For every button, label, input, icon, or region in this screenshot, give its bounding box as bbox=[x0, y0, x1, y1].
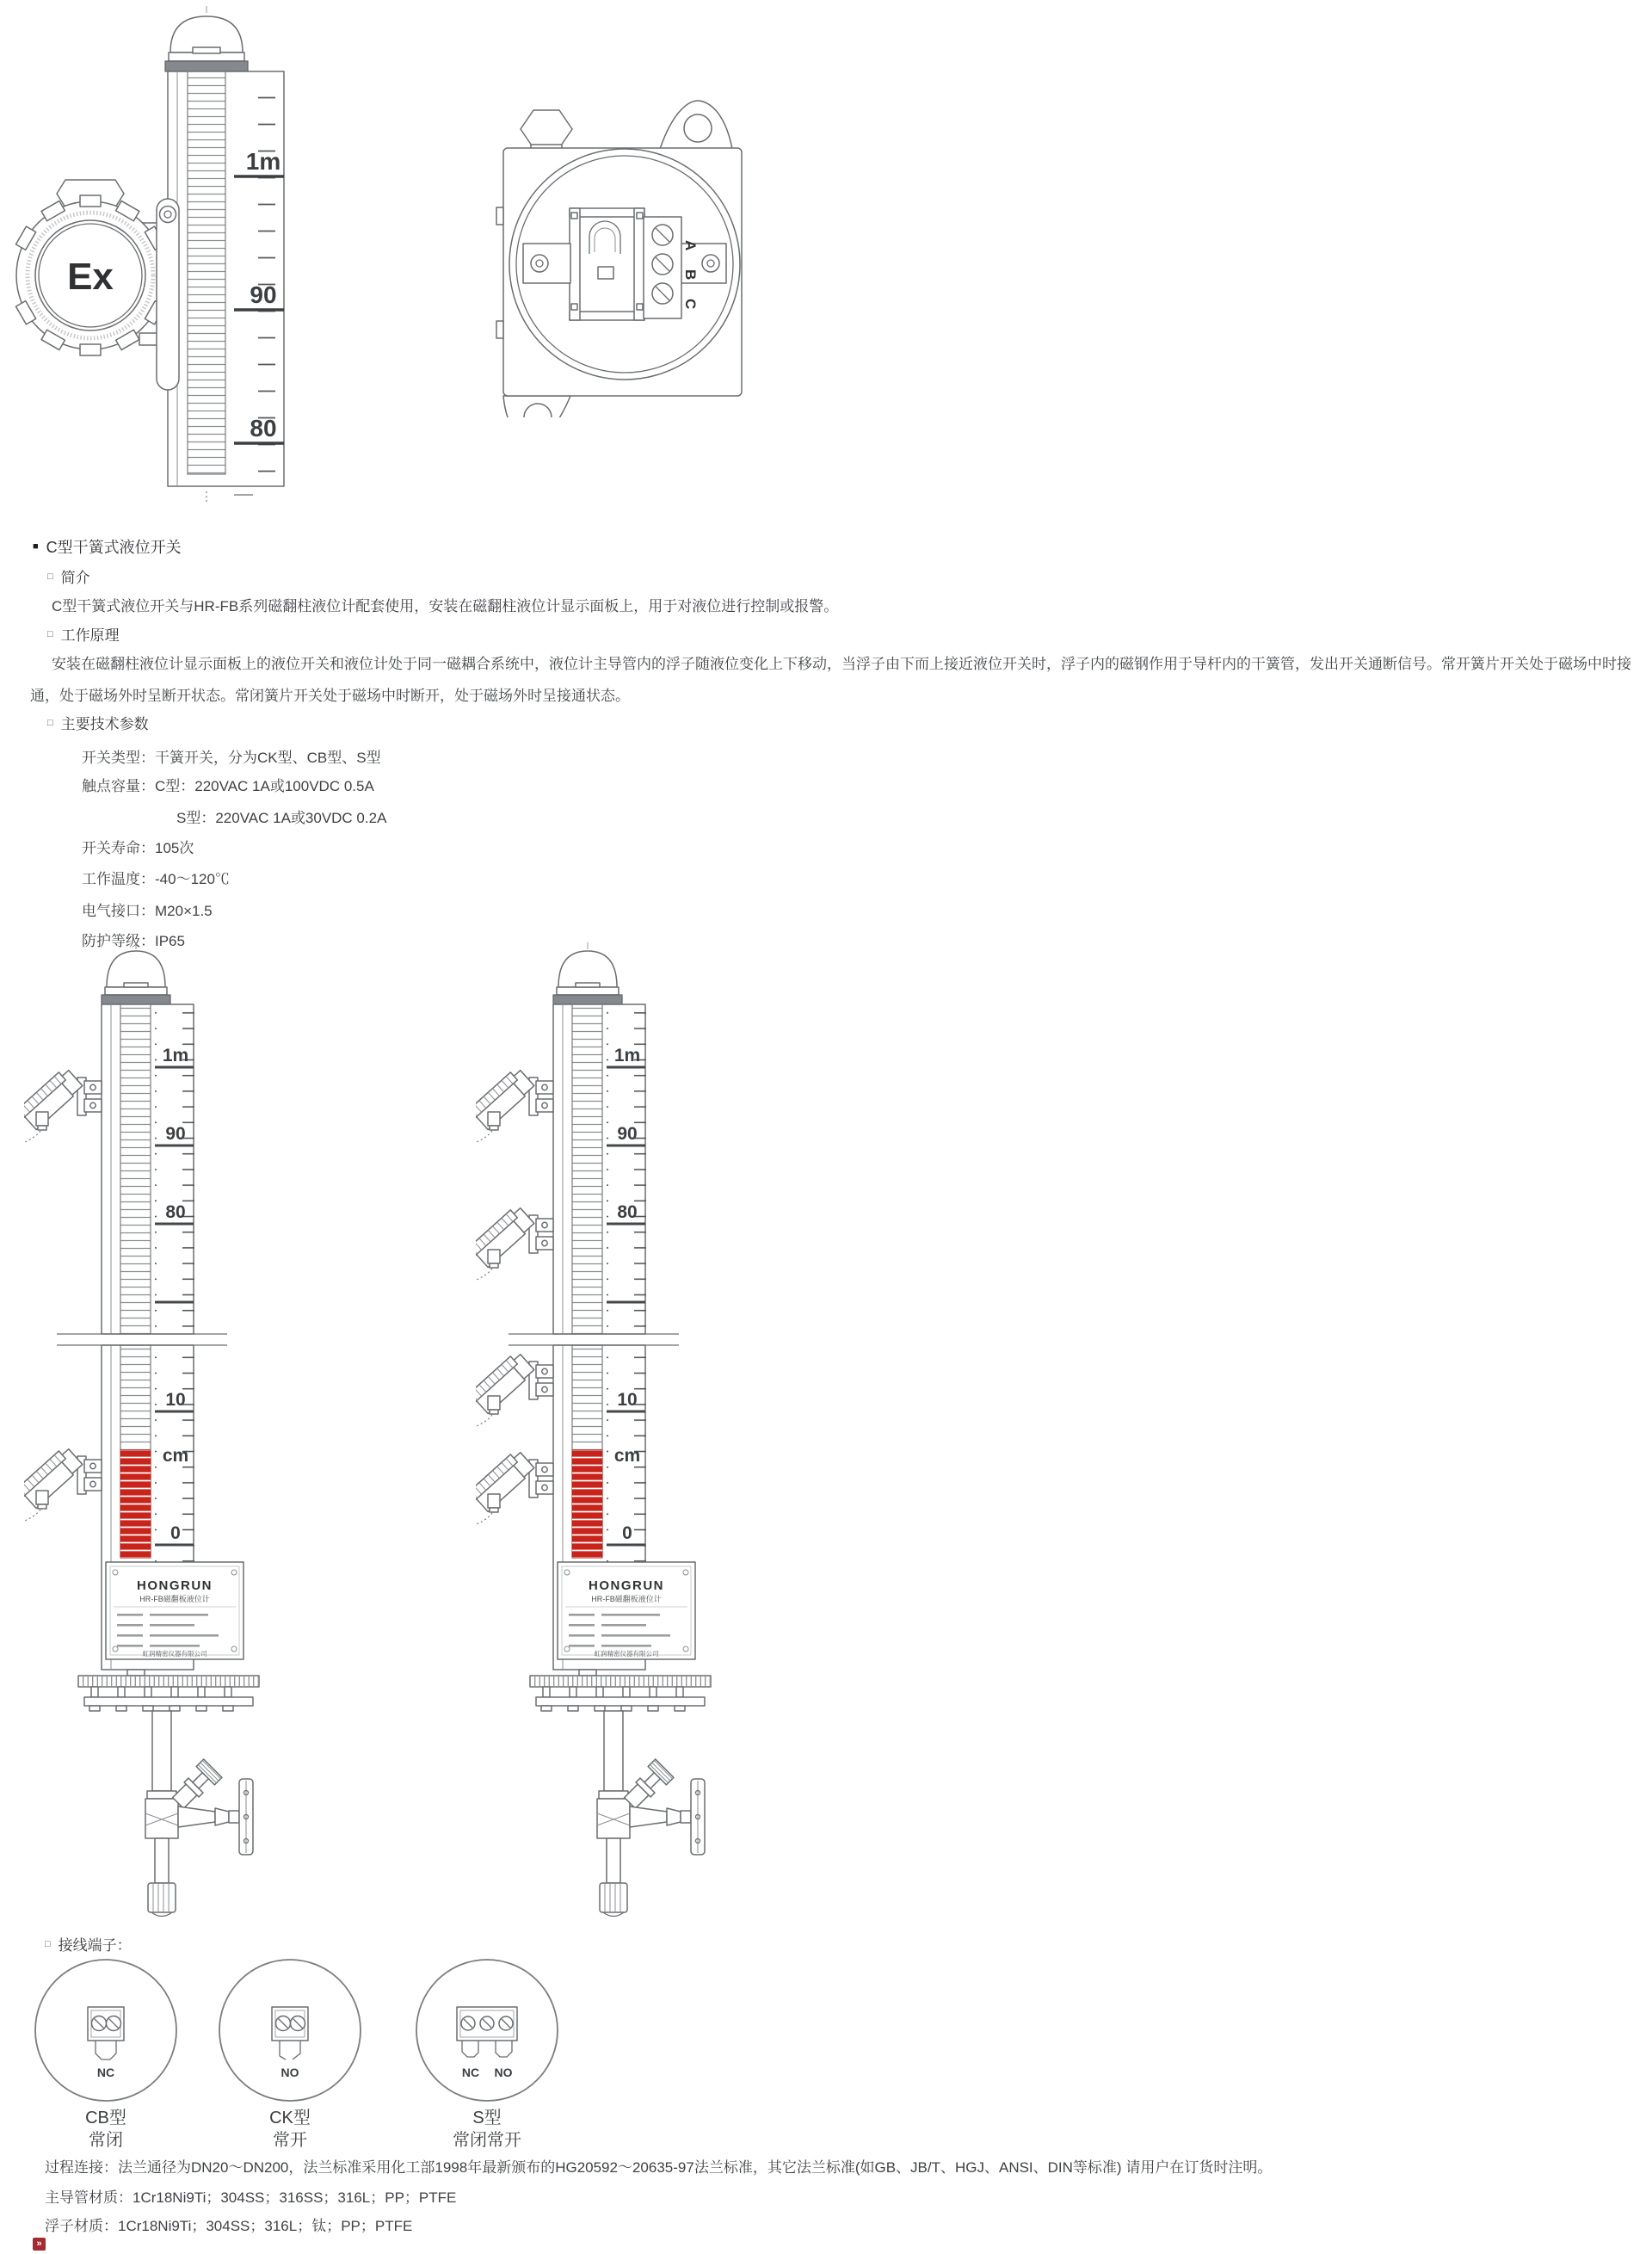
scale-label: 80 bbox=[250, 415, 277, 442]
drawing-gauge-four-switches bbox=[476, 942, 734, 1924]
section-heading-terminals: □ 接线端子： bbox=[45, 1937, 132, 1954]
param-switch-type: 开关类型：干簧开关，分为CK型、CB型、S型 bbox=[82, 750, 381, 766]
page-title: ■ C型干簧式液位开关 bbox=[33, 539, 182, 556]
terminal-diagram-s bbox=[414, 1957, 560, 2103]
terminal-label-c: C bbox=[682, 299, 699, 310]
hollow-square-bullet: □ bbox=[45, 1938, 51, 1949]
section-heading-principle: □ 工作原理 bbox=[47, 627, 120, 644]
tube-material-line: 主导管材质：1Cr18Ni9Ti；304SS；316SS；316L；PP；PTFE bbox=[45, 2189, 457, 2206]
drawing-switch-front-view bbox=[469, 47, 753, 417]
drawing-gauge-with-ex-switch bbox=[9, 4, 301, 534]
param-electrical-port: 电气接口：M20×1.5 bbox=[82, 903, 213, 919]
section-heading-parameters: □ 主要技术参数 bbox=[47, 716, 149, 732]
param-contact-rating: 触点容量：C型：220VAC 1A或100VDC 0.5A bbox=[82, 778, 374, 794]
intro-paragraph: C型干簧式液位开关与HR-FB系列磁翻柱液位计配套使用，安装在磁翻柱液位计显示面板上，用于对液位进行控制或报警。 bbox=[52, 598, 839, 614]
hollow-square-bullet: □ bbox=[47, 571, 53, 582]
scale-label: 90 bbox=[250, 281, 277, 308]
terminal-type-label-cb: CB型 常闭 bbox=[85, 2109, 126, 2150]
drawing-gauge-two-switches bbox=[24, 942, 282, 1924]
param-working-temp: 工作温度：-40～120℃ bbox=[82, 871, 230, 887]
principle-paragraph: 安装在磁翻柱液位计显示面板上的液位开关和液位计处于同一磁耦合系统中，液位计主导管内的浮子随液位变化上下移动，当浮子由下而上接近液位开关时，浮子内的磁钢作用于导杆内的干簧管，发出开关通断信号。常开簧片开关处于磁场中时接通，处于磁场外时呈断开状态。常闭簧片开关处于磁场中时断开，处于磁场外时呈接通状态。 bbox=[30, 656, 1631, 704]
contact-label-no: NO bbox=[494, 2066, 513, 2079]
terminal-label-b: B bbox=[682, 269, 699, 281]
terminal-diagram-ck bbox=[217, 1957, 363, 2103]
hollow-square-bullet: □ bbox=[47, 717, 53, 728]
param-contact-rating-s: S型：220VAC 1A或30VDC 0.2A bbox=[176, 810, 387, 826]
terminal-diagram-cb bbox=[33, 1957, 179, 2103]
section-heading-intro: □ 简介 bbox=[47, 570, 90, 586]
footer-link-icon[interactable]: » bbox=[33, 2238, 46, 2251]
terminal-type-label-ck: CK型 常开 bbox=[269, 2109, 311, 2150]
solid-square-bullet: ■ bbox=[33, 541, 39, 552]
contact-label-nc: NC bbox=[461, 2066, 480, 2079]
param-switch-life: 开关寿命：105次 bbox=[82, 840, 194, 856]
process-connection-line: 过程连接：法兰通径为DN20～DN200，法兰标准采用化工部1998年最新颁布的HG20592～20635-97法兰标准，其它法兰标准(如GB、JB/T、HGJ、ANSI、DIN等标准) 请用户在订货时注明。 bbox=[45, 2159, 1273, 2176]
ex-marking: Ex bbox=[67, 256, 114, 298]
param-protection-class: 防护等级：IP65 bbox=[82, 933, 185, 949]
contact-label-nc: NC bbox=[96, 2066, 115, 2079]
terminal-type-label-s: S型 常闭常开 bbox=[453, 2109, 521, 2150]
float-material-line: 浮子材质：1Cr18Ni9Ti；304SS；316L；钛；PP；PTFE bbox=[45, 2218, 413, 2234]
terminal-label-a: A bbox=[682, 240, 699, 251]
contact-label-no: NO bbox=[280, 2066, 299, 2079]
hollow-square-bullet: □ bbox=[47, 628, 53, 639]
scale-label: 1m bbox=[245, 148, 281, 175]
ex-housing-drawing bbox=[15, 180, 179, 390]
